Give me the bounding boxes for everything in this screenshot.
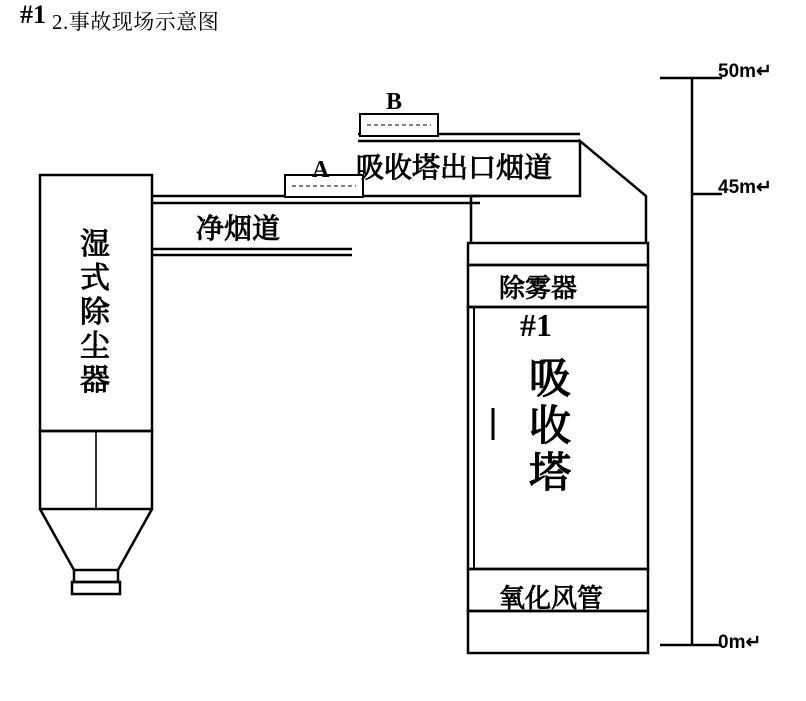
tower-char-2: 收 xyxy=(528,402,571,450)
tower-name-stack xyxy=(515,355,585,496)
duct-label-outlet: 吸收塔出口烟道 xyxy=(356,152,553,183)
tower-char-1: 吸 xyxy=(528,355,571,402)
page-title: 2.事故现场示意图 xyxy=(52,10,220,34)
tower-char-3: 塔 xyxy=(528,449,571,497)
scale-tick-0m: 0m↵ xyxy=(718,632,762,653)
left-char-5: 器 xyxy=(80,363,110,397)
left-char-1: 湿 xyxy=(80,228,110,261)
scale-tick-50m: 50m↵ xyxy=(718,61,772,82)
left-vessel-number-label: #1 xyxy=(20,0,46,29)
marker-b-label: B xyxy=(386,89,403,115)
left-vessel-name-stack xyxy=(62,228,128,397)
left-char-4: 尘 xyxy=(80,329,110,363)
scale-tick-45m: 45m↵ xyxy=(718,177,772,198)
marker-a-label: A xyxy=(312,157,330,183)
marker-b-patch xyxy=(360,114,438,136)
left-char-2: 式 xyxy=(80,261,110,295)
left-char-3: 除 xyxy=(80,295,110,329)
duct-label-clean: 净烟道 xyxy=(196,213,281,244)
elevation-scale xyxy=(660,78,722,645)
tower-number-label: #1 xyxy=(520,307,552,343)
demister-label: 除雾器 xyxy=(499,273,578,303)
oxidation-duct-label: 氧化风管 xyxy=(499,583,604,613)
